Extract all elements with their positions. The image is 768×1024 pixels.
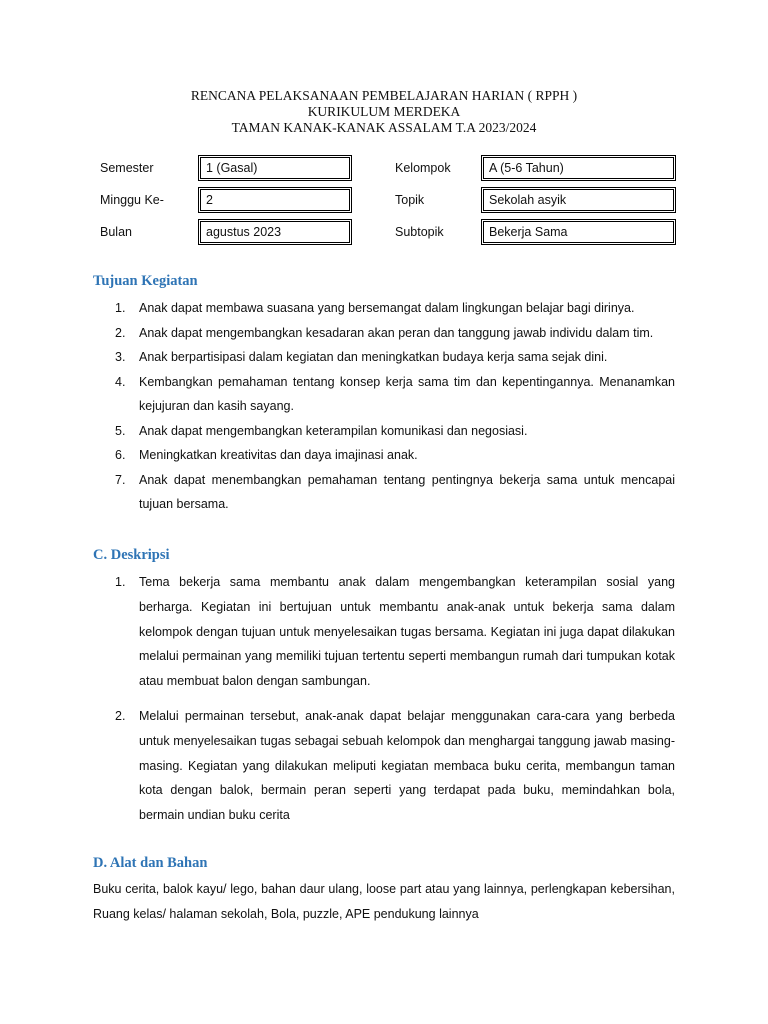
list-number: 2. [115, 325, 126, 340]
list-item [93, 704, 675, 828]
list-item [93, 419, 675, 444]
alat-heading: D. Alat dan Bahan [93, 855, 208, 871]
list-text: Meningkatkan kreativitas dan daya imajinasi anak. [139, 448, 418, 462]
list-text: Melalui permainan tersebut, anak-anak dapat belajar menggunakan cara-cara yang berbeda untuk menyelesaikan tugas sebagai sebuah kelompok dan menghargai tanggung jawab masing-masing. Kegiatan yang dilakukan meliputi kegiatan membaca buku cerita, membangun taman kota dengan balok, bermain peran seperti yang terdapat pada buku, memindahkan bola, bermain undian buku cerita [139, 708, 675, 823]
list-number: 7. [115, 472, 126, 487]
document-title [0, 88, 768, 136]
list-item [93, 570, 675, 694]
subtopik-label: Subtopik [395, 225, 444, 239]
semester-field: 1 (Gasal) [200, 157, 350, 179]
deskripsi-heading: C. Deskripsi [93, 547, 170, 563]
minggu-field: 2 [200, 189, 350, 211]
list-text: Anak berpartisipasi dalam kegiatan dan meningkatkan budaya kerja sama sejak dini. [139, 350, 608, 364]
list-item [93, 443, 675, 468]
bulan-field: agustus 2023 [200, 221, 350, 243]
list-text: Anak dapat menembangkan pemahaman tentang pentingnya bekerja sama untuk mencapai tujuan bersama. [139, 472, 675, 511]
list-item [93, 345, 675, 370]
list-item [93, 321, 675, 346]
title-line-1: RENCANA PELAKSANAAN PEMBELAJARAN HARIAN ( RPPH ) [190, 88, 578, 103]
kelompok-label: Kelompok [395, 161, 451, 175]
list-item [93, 296, 675, 321]
list-number: 1. [115, 301, 126, 315]
list-text: Kembangkan pemahaman tentang konsep kerja sama tim dan kepentingannya. Menanamkan kejujuran dan kasih sayang. [139, 374, 675, 413]
deskripsi-list [93, 570, 675, 828]
list-number: 3. [115, 350, 126, 364]
list-text: Anak dapat mengembangkan kesadaran akan peran dan tanggung jawab individu dalam tim. [139, 325, 654, 340]
list-number: 6. [115, 448, 126, 462]
list-number: 4. [115, 374, 126, 389]
minggu-label: Minggu Ke- [100, 193, 164, 207]
topik-field: Sekolah asyik [483, 189, 674, 211]
alat-text: Buku cerita, balok kayu/ lego, bahan daur ulang, loose part atau yang lainnya, perlengkapan kebersihan, Ruang kelas/ halaman sekolah, Bola, puzzle, APE pendukung lainnya [93, 882, 675, 921]
list-number: 5. [115, 423, 126, 438]
tujuan-list [93, 296, 675, 517]
list-item [93, 468, 675, 517]
list-item [93, 370, 675, 419]
semester-label: Semester [100, 161, 154, 175]
kelompok-field: A (5-6 Tahun) [483, 157, 674, 179]
subtopik-field: Bekerja Sama [483, 221, 674, 243]
list-text: Tema bekerja sama membantu anak dalam mengembangkan keterampilan sosial yang berharga. Kegiatan ini bertujuan untuk membantu anak-anak untuk bekerja sama dalam kelompok dengan tujuan untuk menyelesaikan tugas bersama. Kegiatan ini juga dapat dilakukan melalui permainan yang memiliki tujuan tertentu seperti membangun rumah dari tumpukan kotak atau membuat balon dengan sambungan. [139, 575, 675, 689]
list-number: 2. [115, 708, 126, 723]
title-line-2: KURIKULUM MERDEKA [307, 104, 461, 119]
title-line-3: TAMAN KANAK-KANAK ASSALAM T.A 2023/2024 [231, 120, 537, 135]
topik-label: Topik [395, 193, 425, 207]
list-text: Anak dapat mengembangkan keterampilan komunikasi dan negosiasi. [139, 423, 528, 438]
bulan-label: Bulan [100, 225, 132, 239]
tujuan-heading: Tujuan Kegiatan [93, 273, 198, 289]
list-number: 1. [115, 575, 126, 589]
list-text: Anak dapat membawa suasana yang bersemangat dalam lingkungan belajar bagi dirinya. [139, 301, 635, 315]
